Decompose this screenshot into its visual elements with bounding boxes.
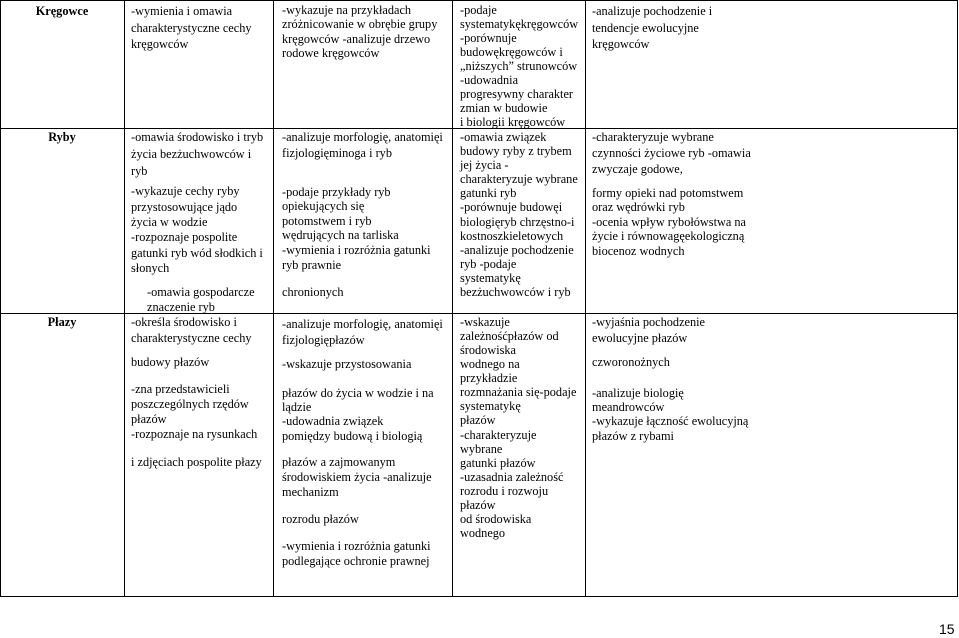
cell-text: rozrodu płazów — [282, 512, 359, 526]
row-label-kregowce: Kręgowce — [35, 4, 89, 18]
table-bottom-border — [0, 596, 958, 597]
cell-text: -wymienia i rozróżnia gatunki podlegające ochronie prawnej — [282, 538, 431, 568]
column-divider-3 — [452, 0, 453, 597]
cell-text: płazów a zajmowanym środowiskiem życia -analizuje mechanizm — [282, 454, 432, 499]
cell-text: -wykazuje cechy ryby przystosowujące jądo życia w wodzie -rozpoznaje pospolite gatunki ryb wód słodkich i słonych — [131, 184, 263, 275]
row-label-ryby: Ryby — [48, 130, 76, 144]
cell-text: czworonożnych — [592, 355, 670, 369]
cell-text: -wymienia i omawia charakterystyczne cechy kręgowców — [131, 4, 252, 51]
cell-text: budowy płazów — [131, 355, 210, 369]
page-number: 15 — [939, 621, 955, 637]
table-right-border — [957, 0, 958, 597]
column-divider-2 — [273, 0, 274, 597]
cell-text: -wskazuje zależnośćpłazów od środowiska wodnego na przykładzie rozmnażania się-podaje systematykę płazów -charakteryzuje wybrane gatunki płazów -uzasadnia zależność rozrodu i rozwoju płazów od środowiska wodnego — [460, 315, 577, 540]
cell-text: chronionych — [282, 285, 344, 299]
cell-text: -analizuje pochodzenie i tendencje ewolucyjne kręgowców — [592, 4, 713, 51]
cell-text: -zna przedstawicieli poszczególnych rzędów płazów -rozpoznaje na rysunkach — [131, 381, 258, 441]
cell-text: -podaje przykłady ryb opiekujących się potomstwem i ryb wędrujących na tarliska -wymienia i rozróżnia gatunki ryb prawnie — [282, 184, 431, 272]
column-divider-1 — [124, 0, 125, 597]
cell-text: -podaje systematykękręgowców -porównuje budowękręgowców i „niższych” strunowców -udowadnia progresywny charakter zmian w budowie i biologii kręgowców — [460, 3, 579, 129]
cell-text: -omawia związek budowy ryby z trybem jej życia - charakteryzuje wybrane gatunki ryb -porównuje budowęi biologięryb chrzęstno-i kostnoszkieletowych -analizuje pochodzenie ryb -podaje systematykę bezżuchwowców i ryb — [460, 130, 578, 300]
column-divider-4 — [585, 0, 586, 597]
cell-text: -charakteryzuje wybrane czynności życiowe ryb -omawia zwyczaje godowe, — [592, 130, 751, 176]
cell-text: -analizuje morfologię, anatomięi fizjologiępłazów — [282, 316, 443, 348]
cell-text: -wykazuje na przykładach zróżnicowanie w obrębie grupy kręgowców -analizuje drzewo rodowe kręgowców — [282, 3, 438, 61]
cell-text: -wyjaśnia pochodzenie ewolucyjne płazów — [592, 315, 706, 345]
table-top-border — [0, 0, 958, 1]
row-label-plazy: Płazy — [47, 315, 77, 329]
cell-text: płazów do życia w wodzie i na lądzie -udowadnia związek pomiędzy budową i biologią — [282, 385, 434, 443]
cell-text: i zdjęciach pospolite płazy — [131, 455, 262, 469]
table-left-border — [0, 0, 1, 597]
cell-text: -analizuje morfologię, anatomięi fizjologięminoga i ryb — [282, 130, 443, 160]
cell-text: -omawia gospodarcze znaczenie ryb — [147, 284, 255, 314]
cell-text: -wskazuje przystosowania — [282, 357, 412, 371]
cell-text: -omawia środowisko i tryb życia bezżuchwowców i ryb — [131, 129, 264, 178]
cell-text: -określa środowisko i charakterystyczne cechy — [131, 315, 252, 345]
cell-text: formy opieki nad potomstwem oraz wędrówki ryb -ocenia wpływ rybołówstwa na życie i równowagęekologiczną biocenoz wodnych — [592, 185, 747, 258]
cell-text: -analizuje biologię meandrowców -wykazuje łączność ewolucyjną płazów z rybami — [592, 385, 749, 443]
